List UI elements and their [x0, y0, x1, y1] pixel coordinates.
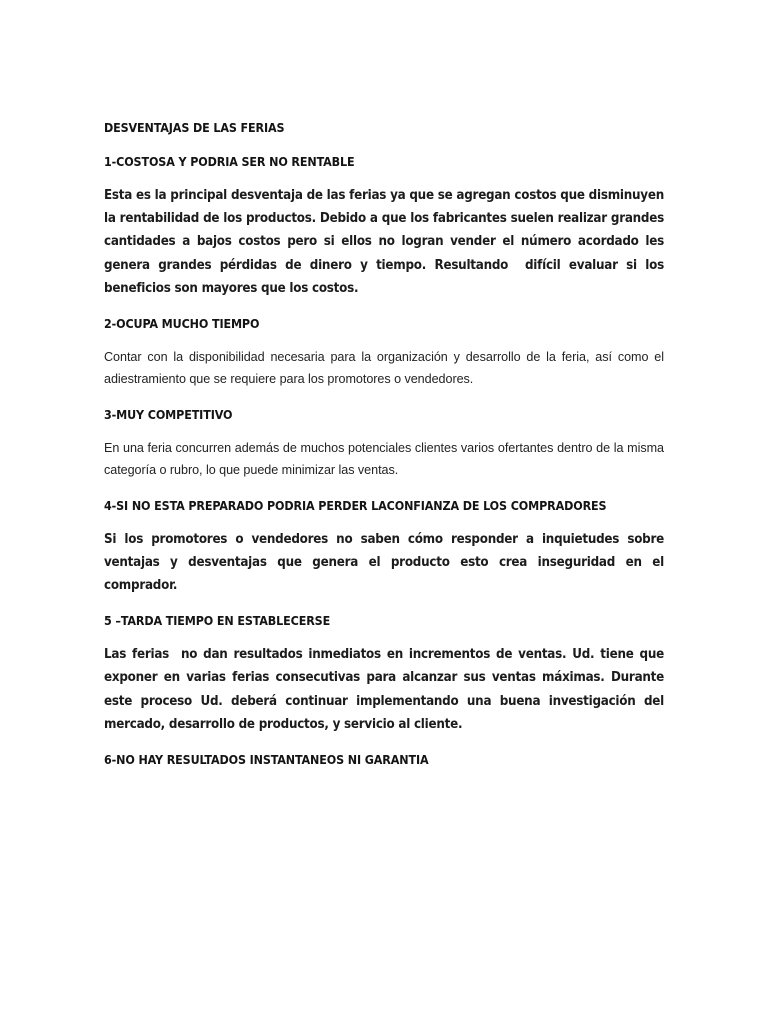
- spacer: [104, 169, 664, 184]
- section-paragraph-2: Contar con la disponibilidad necesaria para la organización y desarrollo de la feria, así como el adiestramiento que se requiere para los promotores o vendedores.: [104, 350, 668, 387]
- spacer: [104, 300, 664, 316]
- spacer: [104, 422, 664, 437]
- section-paragraph-1: Esta es la principal desventaja de las ferias ya que se agregan costos que disminuyen la rentabilidad de los productos. Debido a que los fabricantes suelen realizar grandes cantidades a bajos costos pero si ellos no logran vender el número acordado les genera grandes pérdidas de dinero y tiempo. Resultando difícil evaluar si los beneficios son mayores que los costos.: [104, 188, 668, 296]
- section-heading-3: 3-MUY COMPETITIVO: [104, 406, 233, 422]
- section-heading-5: 5 –TARDA TIEMPO EN ESTABLECERSE: [104, 613, 331, 629]
- spacer: [104, 736, 664, 752]
- spacer: [104, 628, 664, 643]
- spacer: [104, 597, 664, 613]
- spacer: [104, 391, 664, 407]
- section-paragraph-4: Si los promotores o vendedores no saben cómo responder a inquietudes sobre ventajas y desventajas que genera el producto esto crea inseguridad en el comprador.: [104, 531, 672, 594]
- section-heading-4: 4-SI NO ESTA PREPARADO PODRIA PERDER LACONFIANZA DE LOS COMPRADORES: [104, 497, 607, 513]
- section-heading-6: 6-NO HAY RESULTADOS INSTANTANEOS NI GARANTIA: [104, 752, 429, 768]
- section-paragraph-3: En una feria concurren además de muchos potenciales clientes varios ofertantes dentro de la misma categoría o rubro, lo que puede minimizar las ventas.: [104, 440, 668, 478]
- section-paragraph-5: Las ferias no dan resultados inmediatos en incrementos de ventas. Ud. tiene que exponer en varias ferias consecutivas para alcanzar sus ventas máximas. Durante este proceso Ud. deberá continuar implementando una buena investigación del mercado, desarrollo de productos, y servicio al cliente.: [104, 647, 668, 732]
- spacer: [104, 513, 664, 528]
- section-heading-1: 1-COSTOSA Y PODRIA SER NO RENTABLE: [104, 154, 355, 169]
- page-title: DESVENTAJAS DE LAS FERIAS: [104, 120, 285, 135]
- document-body: [104, 120, 672, 768]
- spacer: [104, 331, 664, 346]
- section-heading-2: 2-OCUPA MUCHO TIEMPO: [104, 316, 260, 332]
- spacer: [104, 482, 664, 498]
